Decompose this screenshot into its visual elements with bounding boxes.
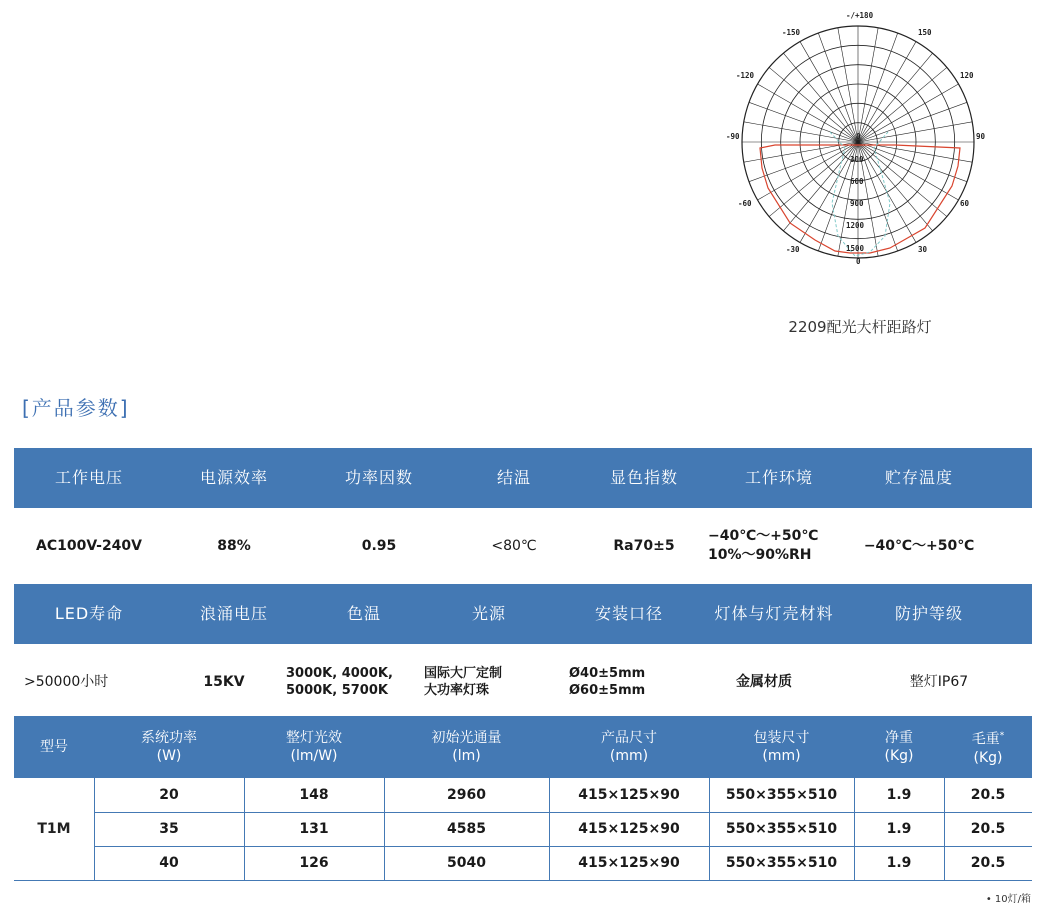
cell-model: T1M: [37, 821, 71, 837]
cell-gross-weight: 20.5: [970, 787, 1006, 803]
angle-label-120: 120: [960, 71, 974, 80]
value-light-source-line1: 国际大厂定制: [424, 666, 503, 681]
header-led-lifetime: LED寿命: [54, 604, 124, 623]
value-surge-voltage: 15KV: [203, 673, 245, 690]
th-label: 包装尺寸: [753, 730, 810, 746]
cell-product-size: 415×125×90: [578, 821, 680, 837]
th-unit: (mm): [609, 748, 649, 764]
angle-label-150: 150: [918, 28, 932, 37]
th-product-size: [549, 716, 709, 778]
value-working-env: [708, 508, 848, 584]
value-color-temp: [286, 644, 416, 720]
th-model: [14, 716, 94, 778]
cell-power: 40: [159, 855, 179, 871]
table-header: [14, 716, 1032, 778]
th-unit: (W): [156, 748, 182, 764]
cell-power: 20: [159, 787, 179, 803]
value-protection-rating: 整灯IP67: [909, 673, 969, 690]
section-title: [产品参数]: [22, 396, 130, 420]
radial-label: 1500: [846, 244, 865, 253]
angle-label-90: 90: [976, 132, 986, 141]
th-label: 系统功率: [141, 730, 197, 746]
value-working-env-humidity: 10%～90%RH: [708, 547, 812, 563]
value-storage-temp: −40℃～+50℃: [863, 537, 975, 554]
th-label: [972, 727, 1005, 749]
value-mounting-diameter-line2: Ø60±5mm: [569, 683, 646, 698]
th-unit: (lm/W): [290, 748, 338, 764]
value-mounting-diameter: [569, 644, 699, 720]
th-luminous-flux: [384, 716, 549, 778]
th-label: 净重: [885, 730, 913, 746]
value-power-factor: 0.95: [361, 537, 397, 554]
th-unit: (Kg): [973, 749, 1003, 766]
cell-flux: 5040: [447, 855, 486, 871]
th-system-power: [94, 716, 244, 778]
row-divider: [14, 880, 1032, 881]
th-gross-weight: [944, 716, 1032, 778]
cell-efficacy: 131: [299, 821, 329, 837]
header-protection-rating: 防护等级: [894, 604, 963, 623]
value-light-source-line2: 大功率灯珠: [424, 683, 490, 698]
th-label: 型号: [40, 739, 68, 755]
cell-net-weight: 1.9: [886, 821, 912, 837]
angle-label-neg150: -150: [782, 28, 801, 37]
angle-label-180: -/+180: [846, 11, 874, 20]
angle-label-neg120: -120: [736, 71, 755, 80]
value-led-lifetime: >50000小时: [24, 673, 109, 690]
cell-power: 35: [159, 821, 179, 837]
polar-light-distribution-diagram: [720, 8, 996, 276]
radial-label: 300: [850, 155, 864, 164]
cell-net-weight: 1.9: [886, 855, 912, 871]
value-cri: Ra70±5: [613, 537, 675, 554]
header-body-material: 灯体与灯壳材料: [714, 604, 834, 623]
th-label: 初始光通量: [431, 730, 502, 746]
header-power-efficiency: 电源效率: [199, 468, 268, 487]
value-mounting-diameter-line1: Ø40±5mm: [569, 666, 646, 681]
angle-label-neg30: -30: [786, 245, 800, 254]
header-junction-temp: 结温: [496, 468, 531, 487]
angle-label-neg90: -90: [726, 132, 740, 141]
header-working-voltage: 工作电压: [54, 468, 123, 487]
radial-label: 0: [856, 132, 861, 141]
cell-product-size: 415×125×90: [578, 855, 680, 871]
cell-product-size: 415×125×90: [578, 787, 680, 803]
th-unit: (lm): [452, 748, 481, 764]
angle-label-0: 0: [856, 257, 861, 266]
value-working-env-temp: −40℃～+50℃: [708, 528, 819, 544]
footnote: • 10灯/箱: [985, 894, 1031, 905]
header-mounting-diameter: 安装口径: [594, 604, 663, 623]
cell-net-weight: 1.9: [886, 787, 912, 803]
th-efficacy: [244, 716, 384, 778]
value-color-temp-line2: 5000K, 5700K: [286, 683, 388, 698]
angle-label-neg60: -60: [738, 199, 752, 208]
radial-label: 600: [850, 177, 864, 186]
header-storage-temp: 贮存温度: [884, 468, 953, 487]
th-net-weight: [854, 716, 944, 778]
th-unit: (mm): [762, 748, 801, 764]
cell-efficacy: 148: [299, 787, 329, 803]
cell-flux: 2960: [447, 787, 486, 803]
cell-package-size: 550×355×510: [725, 787, 838, 803]
th-label: 产品尺寸: [601, 730, 657, 746]
params-values-row-2: [14, 644, 1032, 720]
th-package-size: [709, 716, 854, 778]
th-label: 整灯光效: [286, 730, 342, 746]
params-header-row-1: [14, 448, 1032, 508]
angle-label-30: 30: [918, 245, 928, 254]
cell-gross-weight: 20.5: [970, 821, 1006, 837]
header-color-temp: 色温: [346, 604, 381, 623]
cell-efficacy: 126: [299, 855, 329, 871]
params-header-row-2: [14, 584, 1032, 644]
radial-label: 1200: [846, 221, 865, 230]
value-body-material: 金属材质: [736, 673, 792, 690]
header-light-source: 光源: [471, 604, 506, 623]
cell-flux: 4585: [447, 821, 486, 837]
header-cri: 显色指数: [609, 468, 678, 487]
value-junction-temp: <80℃: [491, 537, 537, 554]
header-power-factor: 功率因数: [344, 468, 413, 487]
params-values-row-1: [14, 508, 1032, 584]
th-unit: (Kg): [884, 748, 914, 764]
cell-package-size: 550×355×510: [725, 855, 838, 871]
value-color-temp-line1: 3000K, 4000K,: [286, 666, 393, 681]
header-surge-voltage: 浪涌电压: [199, 604, 268, 623]
th-asterisk: *: [999, 731, 1005, 742]
value-light-source: [424, 644, 554, 720]
th-label-text: 毛重: [971, 731, 1000, 748]
cell-gross-weight: 20.5: [970, 855, 1006, 871]
angle-label-60: 60: [960, 199, 970, 208]
header-working-env: 工作环境: [744, 468, 813, 487]
diagram-caption: 2209配光大杆距路灯: [788, 318, 932, 336]
value-working-voltage: AC100V-240V: [35, 537, 143, 554]
value-power-efficiency: 88%: [217, 537, 251, 554]
radial-label: 900: [850, 199, 864, 208]
cell-package-size: 550×355×510: [725, 821, 838, 837]
